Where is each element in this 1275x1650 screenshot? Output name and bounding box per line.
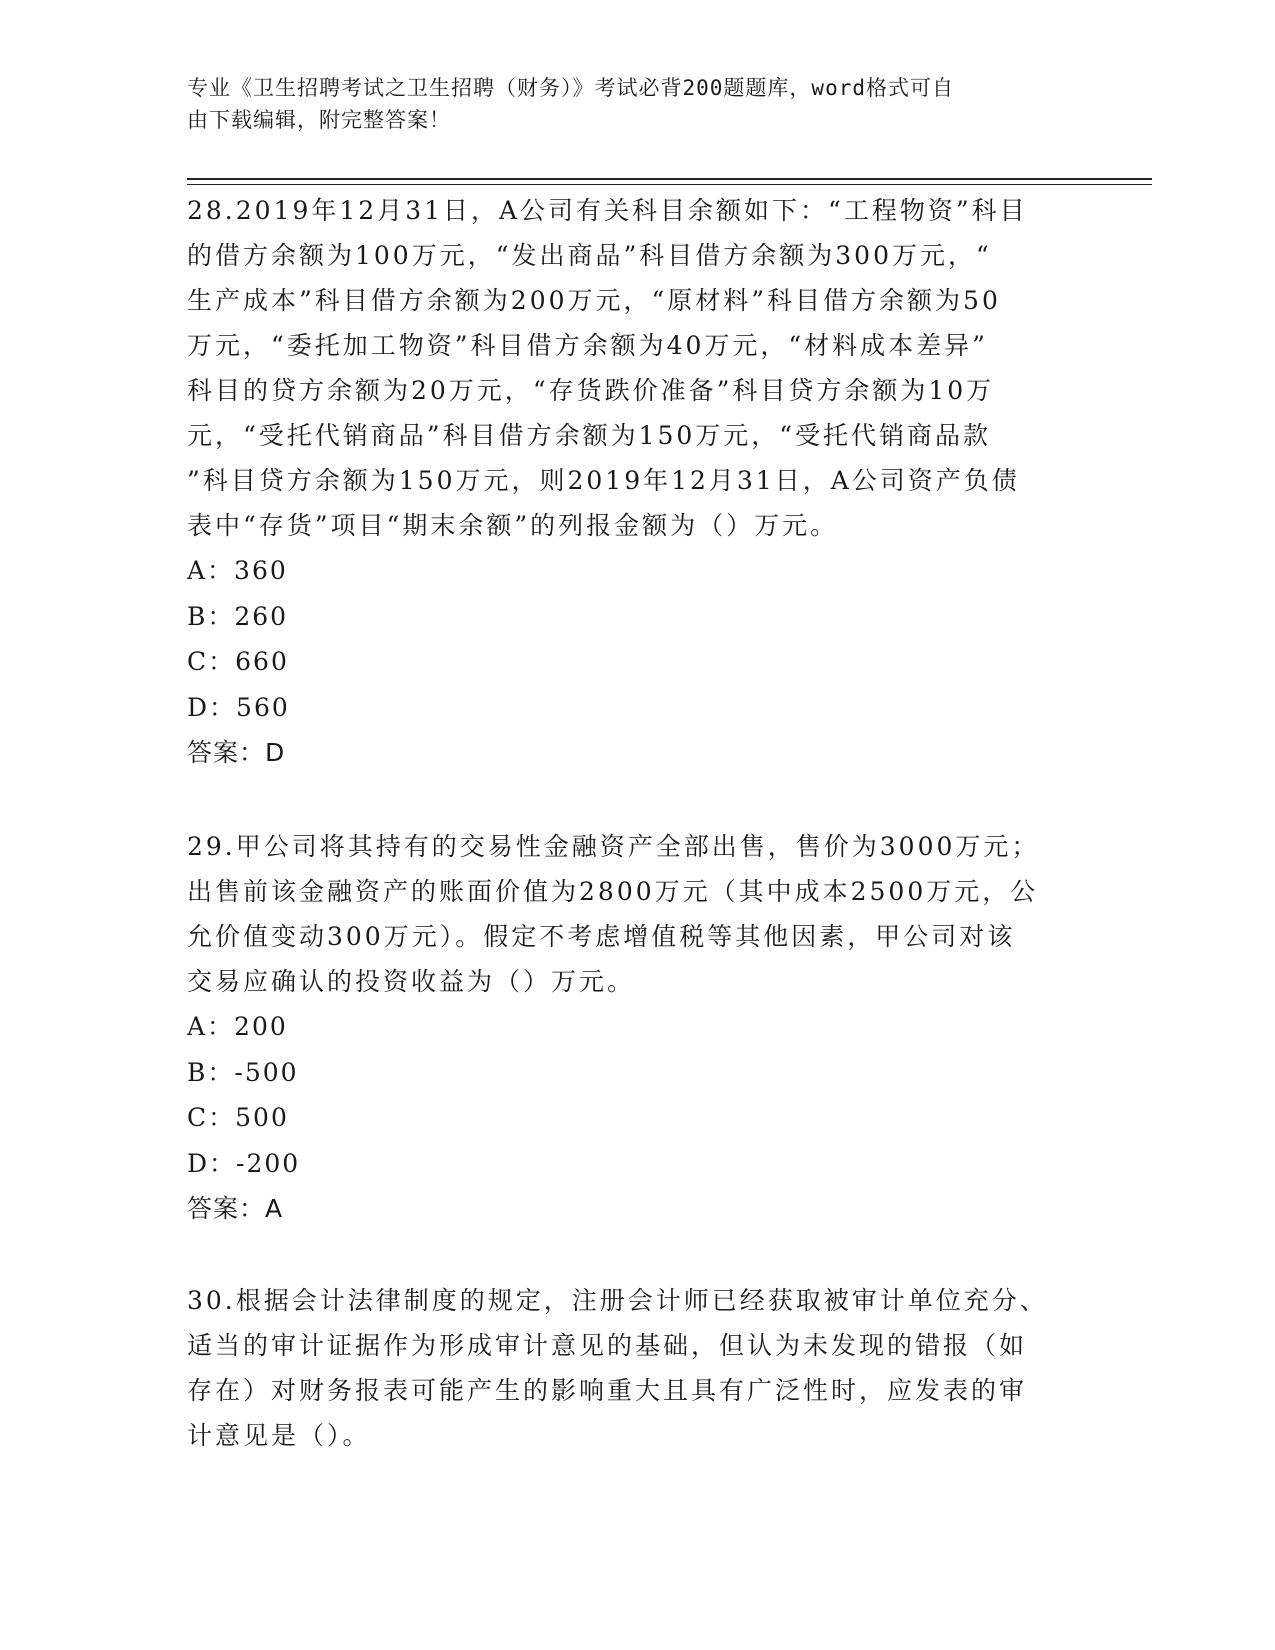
question-line: ”科目贷方余额为150万元，则2019年12月31日，A公司资产负债 [187,466,1020,495]
answer: 答案：A [187,1194,284,1223]
option-a: A：360 [187,556,288,585]
question-28 [187,188,1067,775]
question-line: 交易应确认的投资收益为（）万元。 [187,967,636,996]
question-line: 生产成本”科目借方余额为200万元，“原材料”科目借方余额为50 [187,286,1001,315]
option-d: D：-200 [187,1148,301,1178]
question-line: 元，“受托代销商品”科目借方余额为150万元，“受托代销商品款 [187,421,992,450]
option-b: B：260 [187,601,289,631]
option-b: B：-500 [187,1057,299,1087]
document-header [187,72,1067,136]
question-line: 计意见是（）。 [187,1421,371,1450]
question-30 [187,1278,1067,1458]
option-c: C：500 [187,1103,289,1132]
question-29 [187,824,1067,1231]
question-line: 30.根据会计法律制度的规定，注册会计师已经获取被审计单位充分、 [187,1286,1048,1315]
question-line: 的借方余额为100万元，“发出商品”科目借方余额为300万元，“ [187,241,992,270]
header-divider [187,178,1152,180]
question-line: 万元，“委托加工物资”科目借方余额为40万元，“材料成本差异” [187,331,988,360]
question-line: 允价值变动300万元）。假定不考虑增值税等其他因素，甲公司对该 [187,922,1016,951]
option-c: C：660 [187,647,289,676]
option-a: A：200 [187,1012,288,1041]
question-line: 存在）对财务报表可能产生的影响重大且具有广泛性时，应发表的审 [187,1376,1028,1405]
question-line: 28.2019年12月31日，A公司有关科目余额如下：“工程物资”科目 [187,196,1028,225]
question-line: 表中“存货”项目“期末余额”的列报金额为（）万元。 [187,511,839,540]
header-divider-thin [187,184,1152,185]
question-line: 科目的贷方余额为20万元，“存货跌价准备”科目贷方余额为10万 [187,376,995,405]
option-d: D：560 [187,692,290,722]
header-line: 由下载编辑，附完整答案！ [187,108,451,132]
question-line: 适当的审计证据作为形成审计意见的基础，但认为未发现的错报（如 [187,1331,1028,1360]
header-line: 专业《卫生招聘考试之卫生招聘（财务）》考试必背200题题库，word格式可自 [187,76,954,100]
question-line: 29.甲公司将其持有的交易性金融资产全部出售，售价为3000万元； [187,832,1040,861]
question-line: 出售前该金融资产的账面价值为2800万元（其中成本2500万元，公 [187,877,1039,906]
answer: 答案：D [187,738,286,767]
